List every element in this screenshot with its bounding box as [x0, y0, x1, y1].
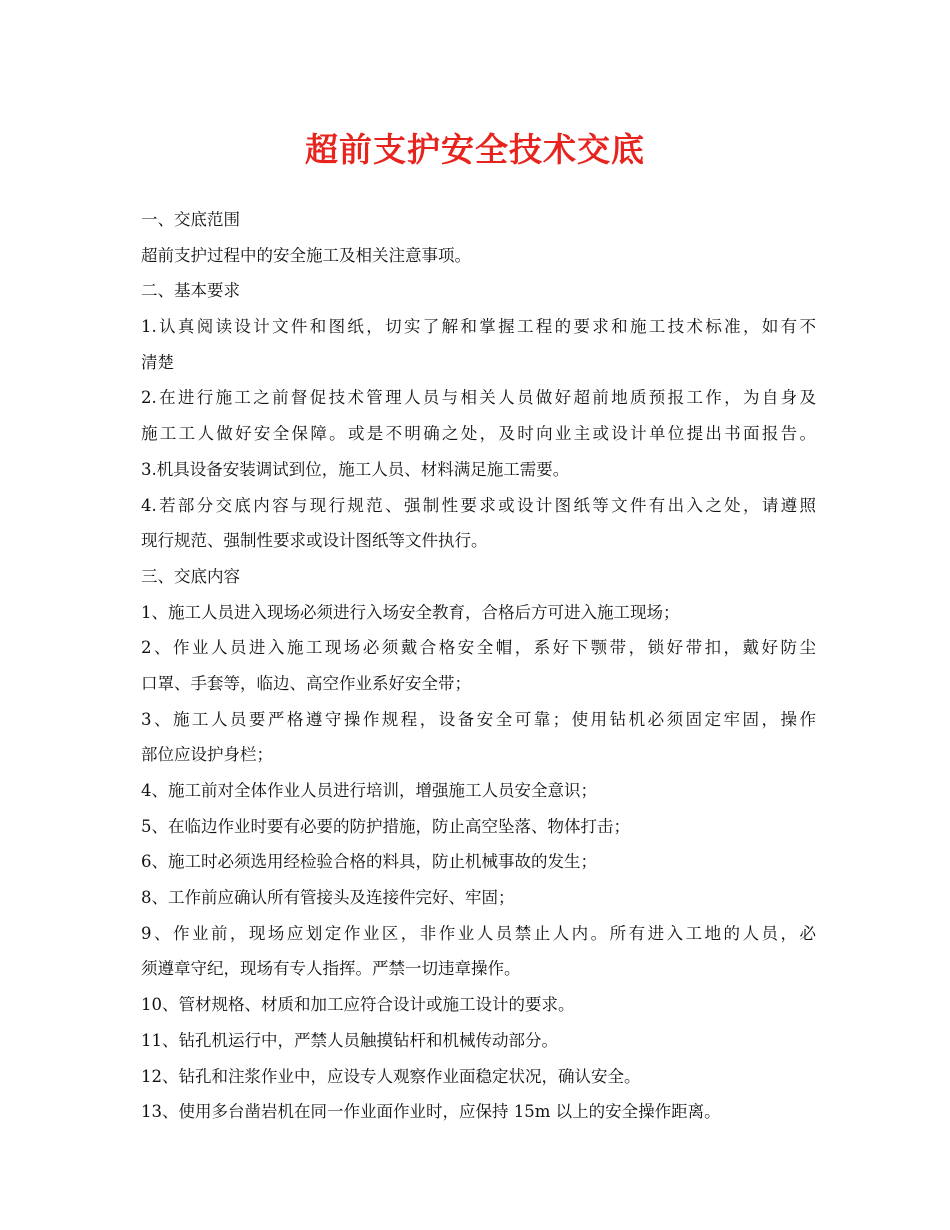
paragraph-line: 12、钻孔和注浆作业中，应设专人观察作业面稳定状况，确认安全。	[141, 1066, 641, 1086]
section-heading-content: 三、交底内容	[141, 566, 240, 586]
paragraph-line: 13、使用多台凿岩机在同一作业面作业时，应保持 15m 以上的安全操作距离。	[141, 1102, 721, 1122]
document-title: 超前支护安全技术交底	[305, 130, 645, 169]
paragraph-line: 10、管材规格、材质和加工应符合设计或施工设计的要求。	[141, 995, 575, 1015]
paragraph-line: 11、钻孔机运行中，严禁人员触摸钻杆和机械传动部分。	[141, 1030, 558, 1050]
paragraph-line: 8、工作前应确认所有管接头及连接件完好、牢固；	[141, 888, 515, 908]
section-heading-requirements: 二、基本要求	[141, 281, 240, 301]
document-body	[141, 202, 816, 1130]
paragraph-line: 9、作业前，现场应划定作业区，非作业人员禁止人内。所有进入工地的人员，必	[141, 923, 816, 943]
section-heading-scope: 一、交底范围	[141, 210, 240, 229]
paragraph-line: 口罩、手套等，临边、高空作业系好安全带；	[141, 673, 471, 693]
paragraph-line: 部位应设护身栏；	[141, 745, 273, 765]
paragraph-line: 须遵章守纪，现场有专人指挥。严禁一切违章操作。	[141, 959, 521, 979]
paragraph-line: 清楚	[141, 352, 174, 372]
paragraph-line: 1.认真阅读设计文件和图纸，切实了解和掌握工程的要求和施工技术标准，如有不	[141, 317, 816, 337]
paragraph-line: 2.在进行施工之前督促技术管理人员与相关人员做好超前地质预报工作，为自身及	[141, 388, 816, 408]
paragraph-line: 2、作业人员进入施工现场必须戴合格安全帽，系好下颚带，锁好带扣，戴好防尘	[141, 638, 816, 658]
paragraph-line: 现行规范、强制性要求或设计图纸等文件执行。	[141, 531, 488, 551]
paragraph-line: 1、施工人员进入现场必须进行入场安全教育，合格后方可进入施工现场；	[141, 602, 680, 622]
paragraph-line: 4、施工前对全体作业人员进行培训，增强施工人员安全意识；	[141, 781, 597, 800]
paragraph-line: 5、在临边作业时要有必要的防护措施，防止高空坠落、物体打击；	[141, 816, 630, 836]
paragraph-line: 6、施工时必须选用经检验合格的料具，防止机械事故的发生；	[141, 852, 597, 872]
paragraph-line: 4.若部分交底内容与现行规范、强制性要求或设计图纸等文件有出入之处，请遵照	[141, 495, 816, 515]
paragraph-line: 3、施工人员要严格遵守操作规程，设备安全可靠；使用钻机必须固定牢固，操作	[141, 709, 816, 729]
paragraph-line: 施工工人做好安全保障。或是不明确之处，及时向业主或设计单位提出书面报告。	[141, 424, 816, 444]
paragraph-line: 超前支护过程中的安全施工及相关注意事项。	[141, 245, 471, 265]
paragraph-line: 3.机具设备安装调试到位，施工人员、材料满足施工需要。	[141, 459, 570, 479]
